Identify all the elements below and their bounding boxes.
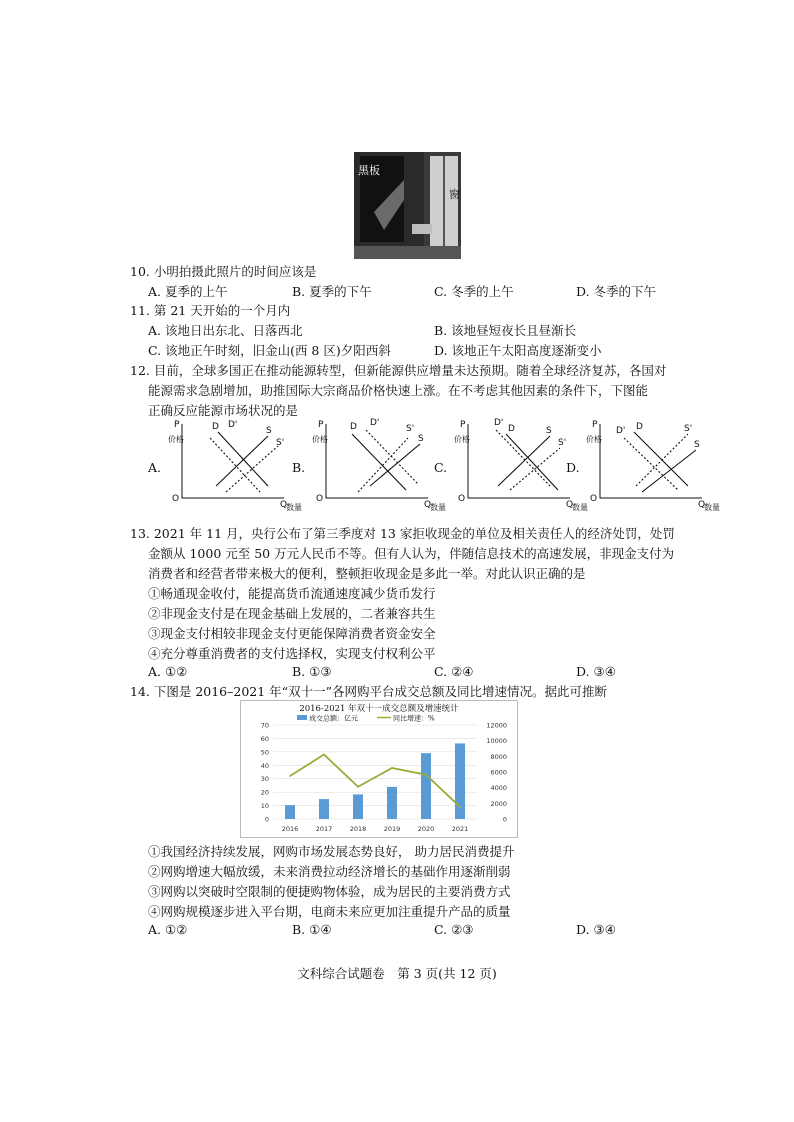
question-13-line-1: 13. 2021 年 11 月，央行公布了第三季度对 13 家拒收现金的单位及相关责任人的经济处罚，处罚: [130, 526, 675, 541]
growth-point-2017: [323, 754, 325, 756]
bar-2020: [421, 753, 431, 819]
sd-origin-label: O: [316, 494, 324, 504]
bar-2018: [353, 794, 363, 819]
sd-axis-q-label: Q: [280, 500, 288, 510]
y-right-tick-label: 2000: [490, 799, 507, 808]
sd-curve-label: S: [418, 434, 424, 444]
q14-option-c: C. ②③: [434, 922, 474, 937]
sd-curve-label: D': [228, 420, 238, 430]
sd-option-label: A.: [148, 460, 162, 475]
blackboard-label: 黑板: [358, 164, 380, 177]
legend-line-label: 同比增速：%: [393, 714, 435, 723]
sd-curve-label: D: [350, 422, 357, 432]
sd-curve-label: S': [406, 424, 415, 434]
sd-curve-label: D': [616, 426, 626, 436]
sd-curve-label: S': [684, 424, 693, 434]
sd-diagram-b: [292, 418, 446, 516]
q11-option-a: A. 该地日出东北、日落西北: [148, 323, 303, 338]
q14-item-3: ③网购以突破时空限制的便捷购物体验，成为居民的主要消费方式: [148, 884, 511, 899]
sd-axis-p-label: P: [592, 420, 598, 430]
sd-axis-q-label: Q: [566, 500, 574, 510]
sd-origin-label: O: [458, 494, 466, 504]
y-left-tick-label: 20: [260, 788, 269, 797]
sd-option-label: D.: [566, 460, 580, 475]
sd-quantity-label: 数量: [430, 503, 446, 512]
q11-option-c: C. 该地正午时刻，旧金山(西 8 区)夕阳西斜: [148, 343, 391, 358]
sd-curve-s-prime: [370, 444, 420, 486]
q13-item-3: ③现金支付相较非现金支付更能保障消费者资金安全: [148, 626, 436, 641]
y-right-tick-label: 8000: [490, 752, 507, 761]
y-left-tick-label: 40: [260, 761, 269, 770]
y-left-tick-label: 0: [264, 815, 269, 824]
q14-item-2: ②网购增速大幅放缓，未来消费拉动经济增长的基础作用逐渐削弱: [148, 864, 511, 879]
sd-quantity-label: 数量: [572, 503, 588, 512]
question-13-line-2: 金额从 1000 元至 50 万元人民币不等。但有人认为，伴随信息技术的高速发展，非现金支付为: [148, 546, 675, 561]
legend-bar-label: 成交总额：亿元: [309, 714, 358, 723]
sd-axis-q-label: Q: [424, 500, 432, 510]
y-right-tick-label: 0: [502, 815, 507, 824]
q10-option-a: A. 夏季的上午: [148, 284, 228, 299]
q14-item-4: ④网购规模逐步进入平台期，电商未来应更加注重提升产品的质量: [148, 904, 511, 919]
sd-axis-p-label: P: [460, 420, 466, 430]
y-right-tick-label: 6000: [490, 768, 507, 777]
sd-curve-d: [496, 430, 550, 486]
sd-price-label: 价格: [312, 435, 328, 444]
sd-axis-lines: [326, 424, 428, 498]
sd-quantity-label: 数量: [286, 503, 302, 512]
chart-title: 2016-2021 年双十一成交总额及增速统计: [299, 704, 459, 714]
sd-price-label: 价格: [168, 435, 184, 444]
q13-option-b: B. ①③: [292, 664, 332, 679]
sd-curve-label: D': [370, 418, 380, 428]
bar-2019: [387, 787, 397, 819]
sd-origin-label: O: [172, 494, 180, 504]
q14-option-b: B. ①④: [292, 922, 332, 937]
y-left-tick-label: 10: [260, 802, 269, 811]
sd-curve-label: D': [494, 418, 504, 428]
sd-diagram-c: [434, 418, 588, 516]
sd-diagram-d: [566, 420, 720, 516]
x-tick-label: 2020: [417, 825, 435, 833]
q11-option-d: D. 该地正午太阳高度逐渐变小: [434, 343, 602, 358]
window-label: 窗: [449, 188, 460, 201]
classroom-photo: [354, 152, 461, 259]
x-tick-label: 2019: [383, 825, 401, 833]
q10-option-b: B. 夏季的下午: [292, 284, 372, 299]
x-tick-label: 2017: [315, 825, 333, 833]
y-left-tick-label: 50: [260, 748, 269, 757]
q11-option-b: B. 该地昼短夜长且昼渐长: [434, 323, 577, 338]
growth-line: [290, 755, 460, 807]
sd-axes: [312, 420, 432, 516]
sd-curve-d: [218, 432, 268, 486]
sd-curve-d: [624, 438, 678, 490]
q14-item-1: ①我国经济持续发展，网购市场发展态势良好， 助力居民消费提升: [148, 844, 515, 859]
growth-point-2021: [459, 806, 461, 808]
y-left-tick-label: 70: [260, 721, 269, 730]
q13-option-a: A. ①②: [148, 664, 188, 679]
y-left-tick-label: 60: [260, 734, 269, 743]
sd-price-label: 价格: [454, 435, 470, 444]
q14-option-a: A. ①②: [148, 922, 188, 937]
question-13-line-3: 消费者和经营者带来极大的便利，整顿拒收现金是多此一举。对此认识正确的是: [148, 566, 586, 581]
y-left-tick-label: 30: [260, 775, 269, 784]
sd-axes: [454, 420, 574, 516]
growth-point-2019: [391, 767, 393, 769]
question-12-line-3: 正确反应能源市场状况的是: [148, 403, 299, 418]
sd-axis-q-label: Q: [698, 500, 706, 510]
sd-axis-p-label: P: [174, 420, 180, 430]
q14-option-d: D. ③④: [576, 922, 616, 937]
page-footer: 文科综合试题卷 第 3 页(共 12 页): [297, 966, 497, 981]
y-right-tick-label: 4000: [490, 784, 507, 793]
question-14-stem: 14. 下图是 2016–2021 年“双十一”各网购平台成交总额及同比增速情况。据此可推断: [130, 684, 607, 699]
sd-curve-label: S': [558, 438, 567, 448]
sd-curve-label: S': [276, 438, 285, 448]
x-tick-label: 2021: [451, 825, 469, 833]
sd-diagram-a: [148, 420, 302, 516]
bar-2016: [285, 805, 295, 819]
sd-curve-label: D: [508, 424, 515, 434]
growth-point-2020: [425, 774, 427, 776]
sd-price-label: 价格: [586, 435, 602, 444]
sd-curve-s: [498, 436, 550, 486]
q13-item-1: ①畅通现金收付，能提高货币流通速度减少货币发行: [148, 586, 436, 601]
growth-point-2018: [357, 786, 359, 788]
sd-curve-label: S: [546, 426, 552, 436]
x-tick-label: 2018: [349, 825, 367, 833]
sd-curve-label: S: [266, 426, 272, 436]
sd-curve-label: D: [212, 422, 219, 432]
x-tick-label: 2016: [281, 825, 299, 833]
sd-option-label: B.: [292, 460, 306, 475]
sd-option-label: C.: [434, 460, 448, 475]
sd-axes: [586, 420, 706, 516]
question-12-line-2: 能源需求急剧增加，助推国际大宗商品价格快速上涨。在不考虑其他因素的条件下，下图能: [148, 383, 649, 398]
legend-bar-swatch: [297, 715, 307, 720]
sd-curve-label: S: [694, 440, 700, 450]
q13-item-2: ②非现金支付是在现金基础上发展的，二者兼容共生: [148, 606, 436, 621]
q10-option-c: C. 冬季的上午: [434, 284, 514, 299]
sd-origin-label: O: [590, 494, 598, 504]
y-right-tick-label: 12000: [486, 721, 507, 730]
sales-growth-chart: [240, 700, 518, 838]
sd-curve-label: D: [636, 422, 643, 432]
q13-option-d: D. ③④: [576, 664, 616, 679]
growth-point-2016: [289, 775, 291, 777]
bar-2017: [319, 799, 329, 819]
question-12-line-1: 12. 目前，全球多国正在推动能源转型，但新能源供应增量未达预期。随着全球经济复苏，各国对: [130, 363, 667, 378]
question-11-stem: 11. 第 21 天开始的一个月内: [130, 303, 291, 318]
q13-item-4: ④充分尊重消费者的支付选择权，实现支付权利公平: [148, 646, 436, 661]
y-right-tick-label: 10000: [486, 737, 507, 746]
sd-axis-p-label: P: [318, 420, 324, 430]
sd-curve-d-prime: [506, 434, 558, 490]
question-10-stem: 10. 小明拍摄此照片的时间应该是: [130, 264, 317, 279]
q13-option-c: C. ②④: [434, 664, 474, 679]
q10-option-d: D. 冬季的下午: [576, 284, 657, 299]
sd-quantity-label: 数量: [704, 503, 720, 512]
